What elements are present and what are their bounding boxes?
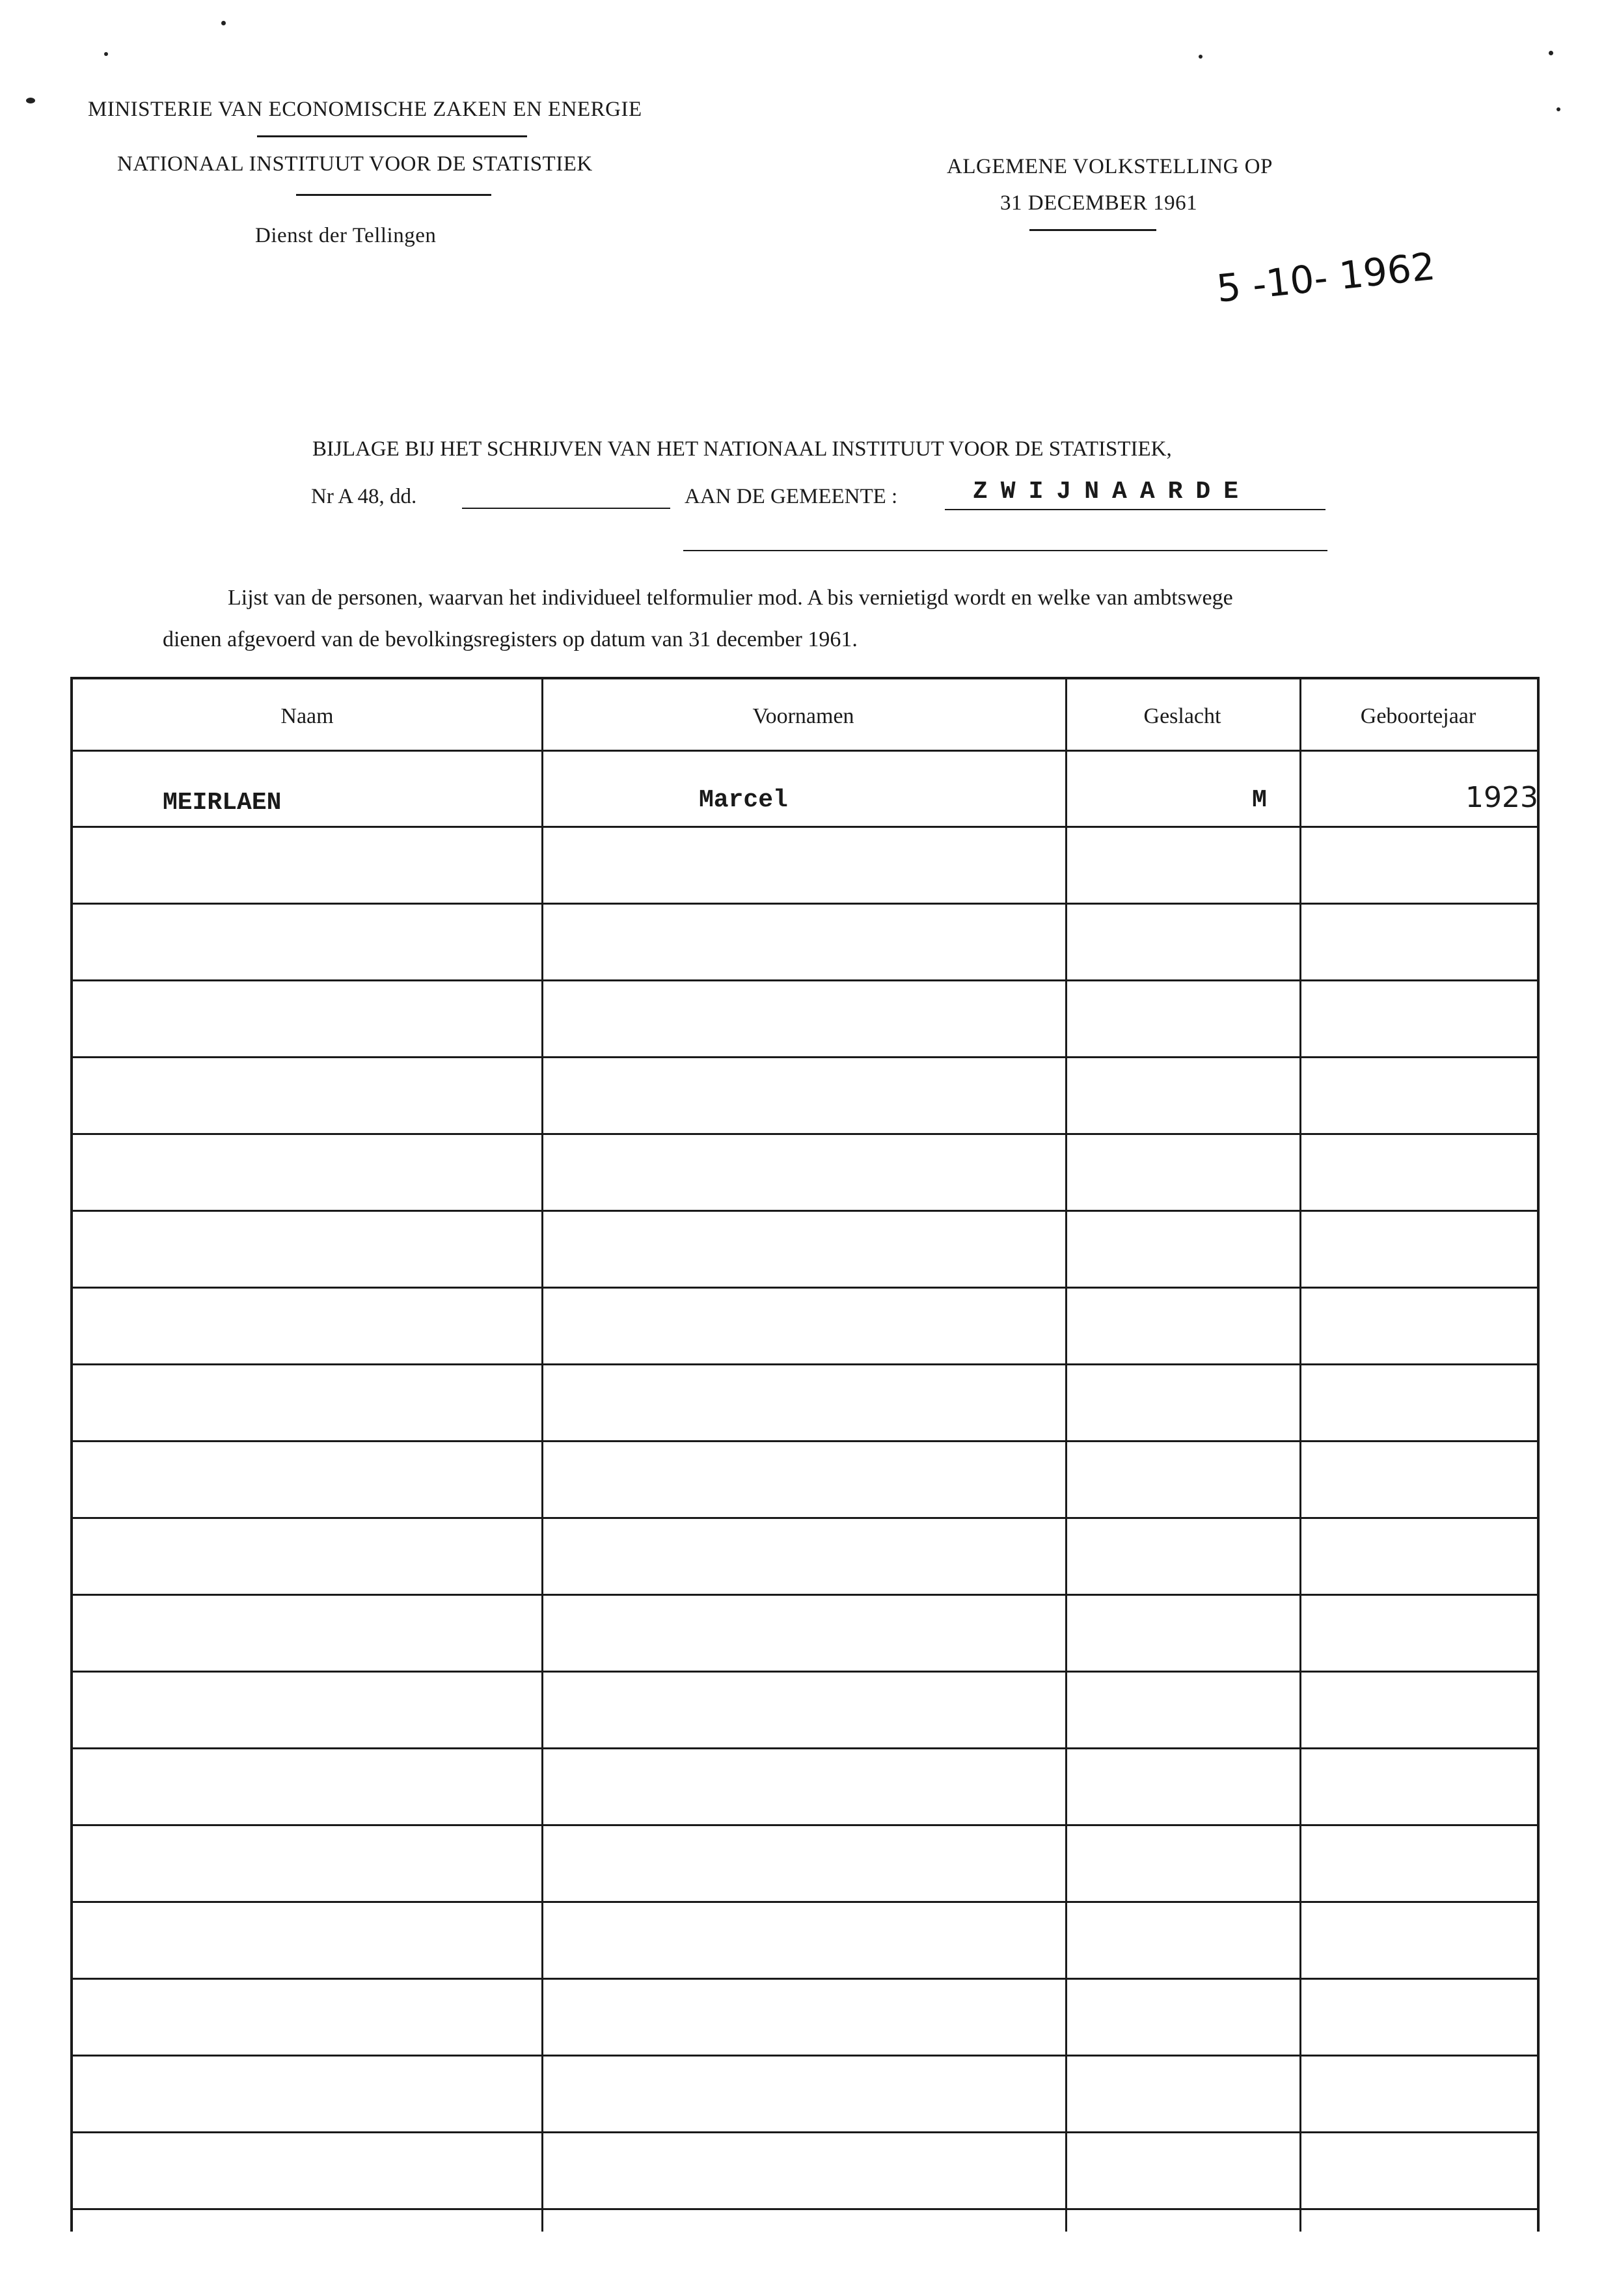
scan-speck	[26, 98, 35, 103]
row-divider	[73, 1440, 1537, 1442]
cell-geboortejaar: 1923	[1465, 781, 1538, 814]
row-divider	[73, 2208, 1537, 2210]
header-row-divider	[73, 750, 1537, 752]
municipality-line	[945, 509, 1325, 510]
row-divider	[73, 1287, 1537, 1289]
header-naam: Naam	[280, 704, 334, 728]
ministry-name: MINISTERIE VAN ECONOMISCHE ZAKEN EN ENERGIE	[88, 98, 642, 121]
row-divider	[73, 1978, 1537, 1980]
scan-speck	[1199, 55, 1203, 59]
cell-geslacht: M	[1252, 786, 1267, 814]
date-blank-line	[462, 508, 670, 509]
column-separator	[541, 679, 543, 2232]
institute-name: NATIONAAL INSTITUUT VOOR DE STATISTIEK	[117, 152, 593, 176]
institute-underline	[296, 194, 491, 196]
census-date: 31 DECEMBER 1961	[1000, 191, 1198, 215]
census-title: ALGEMENE VOLKSTELLING OP	[947, 155, 1273, 178]
scan-speck	[1549, 51, 1553, 55]
row-divider	[73, 2055, 1537, 2057]
row-divider	[73, 1594, 1537, 1596]
header-voornamen: Voornamen	[752, 704, 854, 728]
column-separator	[1065, 679, 1067, 2232]
municipality-label: AAN DE GEMEENTE :	[685, 485, 898, 508]
column-separator	[1299, 679, 1301, 2232]
received-date-stamp: 5 -10- 1962	[1214, 243, 1437, 311]
row-divider	[73, 1671, 1537, 1673]
census-underline	[1029, 229, 1156, 231]
row-divider	[73, 826, 1537, 828]
row-divider	[73, 1056, 1537, 1058]
ministry-underline	[257, 135, 527, 137]
cell-voornamen: Marcel	[699, 786, 788, 814]
row-divider	[73, 1210, 1537, 1212]
municipality-name: ZWIJNAARDE	[973, 478, 1252, 506]
scan-speck	[221, 21, 226, 25]
annex-title: BIJLAGE BIJ HET SCHRIJVEN VAN HET NATIONAAL INSTITUUT VOOR DE STATISTIEK,	[312, 437, 1172, 461]
cell-naam: MEIRLAEN	[163, 789, 282, 817]
row-divider	[73, 1824, 1537, 1826]
row-divider	[73, 1517, 1537, 1519]
row-divider	[73, 1363, 1537, 1365]
scan-speck	[1556, 107, 1560, 111]
row-divider	[73, 2131, 1537, 2133]
scan-speck	[104, 52, 108, 56]
register-table	[70, 677, 1540, 2232]
header-geslacht: Geslacht	[1143, 704, 1221, 728]
row-divider	[73, 979, 1537, 981]
reference-number-label: Nr A 48, dd.	[311, 485, 417, 508]
row-divider	[73, 903, 1537, 905]
municipality-second-line	[683, 550, 1327, 551]
intro-text-line-1: Lijst van de personen, waarvan het individueel telformulier mod. A bis vernietigd wordt en welke van ambtswege	[228, 586, 1233, 610]
row-divider	[73, 1133, 1537, 1135]
service-name: Dienst der Tellingen	[255, 224, 437, 247]
row-divider	[73, 1901, 1537, 1903]
header-geboortejaar: Geboortejaar	[1360, 704, 1476, 728]
intro-text-line-2: dienen afgevoerd van de bevolkingsregisters op datum van 31 december 1961.	[163, 627, 858, 651]
row-divider	[73, 1747, 1537, 1749]
